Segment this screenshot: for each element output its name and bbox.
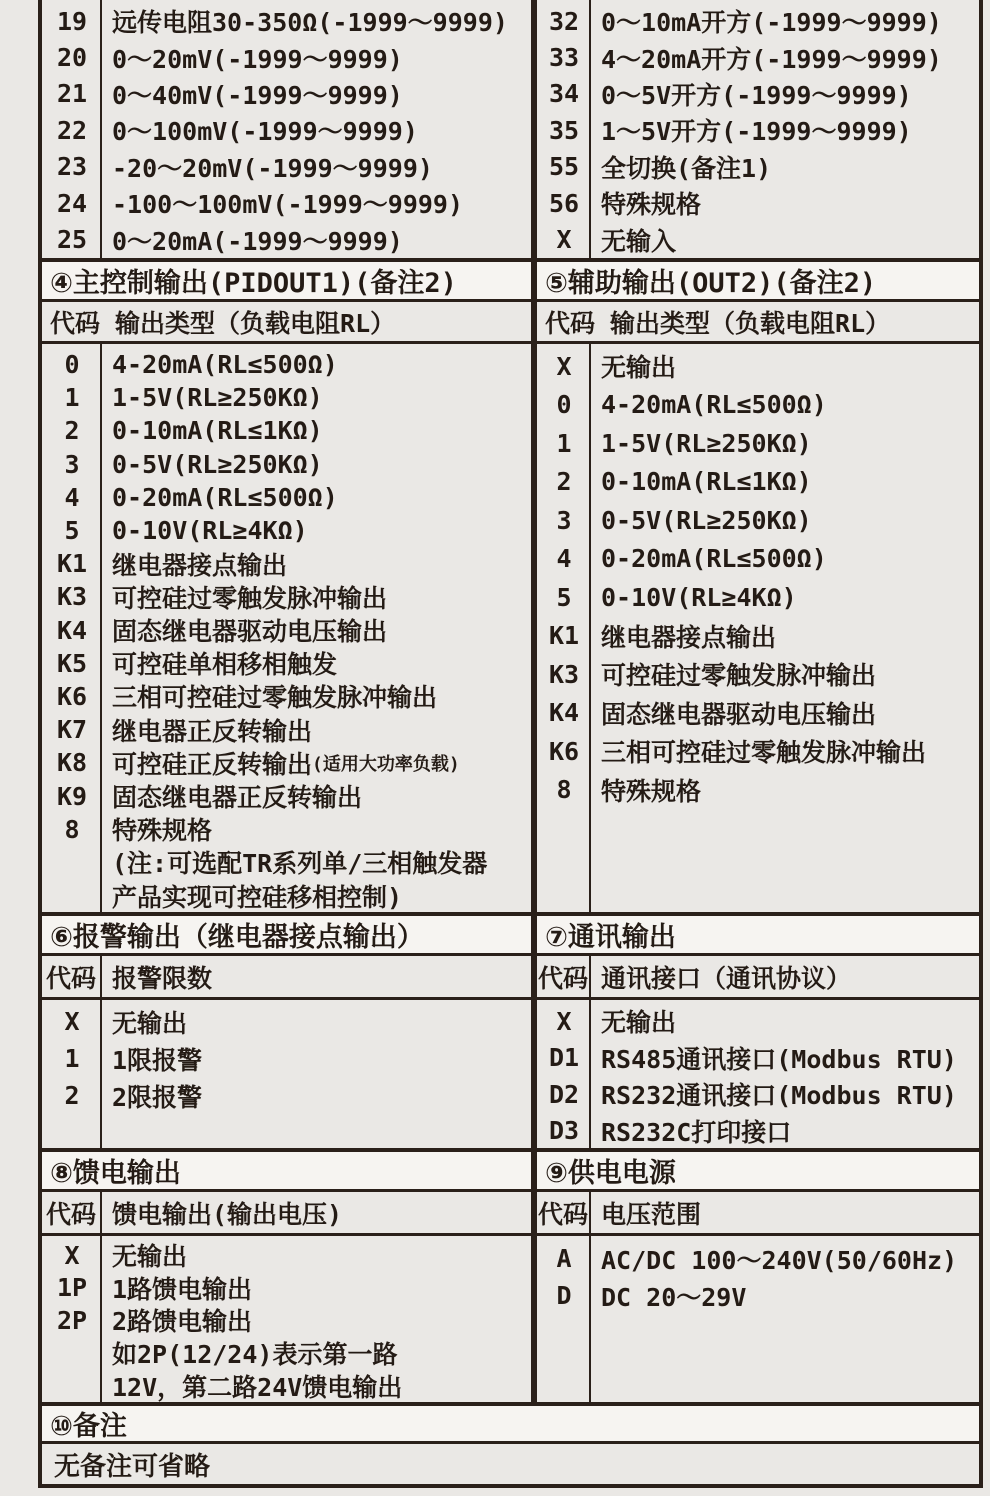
table-row [42,746,531,779]
desc-cell: RS232C打印接口 [601,1117,792,1147]
code-cell: 3 [64,449,80,479]
desc-cell: 0～20mA(-1999～9999) [112,226,403,256]
section-6-7-body [38,1000,983,1148]
table-row [537,540,979,579]
table-row [42,448,531,481]
desc-cell: 4-20mA(RL≤500Ω) [601,390,827,420]
table-row [42,221,531,257]
code-cell: D3 [548,1116,580,1146]
code-header-cell: 代码 [42,1192,102,1233]
table-row [42,112,531,148]
desc-cell: 2限报警 [112,1082,203,1112]
code-cell: 4 [64,482,80,512]
section-9-title: ⑨供电电源 [537,1148,983,1192]
desc-cell: 继电器接点输出 [112,550,288,580]
desc-cell: 产品实现可控硅移相控制) [112,882,403,912]
table-row [42,879,531,912]
code-cell: 2 [64,1081,80,1110]
column-divider [589,344,591,912]
desc-cell: 4-20mA(RL≤500Ω) [112,350,338,380]
desc-small-cell: (适用大功率负载) [312,753,460,775]
desc-cell: 特殊规格 [601,776,702,806]
table-row [537,1277,979,1314]
code-cell: K6 [56,681,88,711]
section-5-rows [537,344,979,912]
code-cell: 55 [548,152,580,182]
table-row [537,347,979,386]
column-divider [100,0,102,258]
desc-header-cell: 馈电输出(输出电压) [112,1199,343,1229]
desc-cell: 特殊规格 [112,816,213,846]
code-cell: K1 [548,621,580,651]
desc-cell: 固态继电器驱动电压输出 [601,699,877,729]
section-9-subtitle [537,1192,983,1236]
ordering-code-table [38,0,983,1488]
code-cell: 2P [56,1305,88,1335]
column-divider [589,1236,591,1402]
code-cell: D1 [548,1043,580,1073]
code-cell: A [556,1244,572,1273]
table-row [537,617,979,656]
desc-cell: 0-5V(RL≥250KΩ) [601,505,812,535]
section-8-rows [42,1236,531,1402]
section-4-5-body [38,344,983,912]
table-row [537,463,979,502]
table-row [42,76,531,112]
code-cell: 32 [548,6,580,36]
table-row [537,732,979,771]
desc-cell: 全切换(备注1) [601,153,772,183]
table-row [42,779,531,812]
section-8-subtitle [38,1192,537,1236]
section-6-rows-column [38,1000,537,1148]
code-cell: 21 [56,79,88,109]
table-row [42,813,531,846]
table-row [42,846,531,879]
table-row [537,221,979,257]
table-row [42,713,531,746]
code-cell: K4 [56,615,88,645]
table-row [42,647,531,680]
table-row [537,39,979,75]
desc-cell: 无输入 [601,226,677,256]
table-row [42,481,531,514]
desc-cell: 0-5V(RL≥250KΩ) [112,449,323,479]
table-row [42,381,531,414]
code-cell: 3 [556,505,572,535]
code-cell: K5 [56,648,88,678]
section-7-rows-column [537,1000,983,1148]
table-row [42,149,531,185]
table-row [42,580,531,613]
desc-cell: 1～5V开方(-1999～9999) [601,117,912,147]
desc-cell: 无输出 [112,1008,188,1038]
desc-cell: 0～40mV(-1999～9999) [112,80,403,110]
desc-cell: 1-5V(RL≥250KΩ) [601,428,812,458]
desc-cell: 2路馈电输出 [112,1307,253,1337]
code-cell: X [556,225,572,255]
code-header-cell: 代码 [42,956,102,997]
desc-cell: 特殊规格 [601,190,702,220]
desc-cell: 可控硅正反转输出 [112,749,313,779]
table-row [42,348,531,381]
table-row [537,149,979,185]
desc-cell: 0～20mV(-1999～9999) [112,44,403,74]
code-cell: 0 [64,350,80,380]
input-type-section [38,0,983,258]
desc-cell: 0-10V(RL≥4KΩ) [601,582,797,612]
desc-cell: 可控硅过零触发脉冲输出 [601,661,877,691]
section-4-title: ④主控制输出(PIDOUT1)(备注2) [38,258,537,302]
table-row [42,547,531,580]
table-row [537,112,979,148]
code-cell: 25 [56,225,88,255]
desc-cell: 0-10mA(RL≤1KΩ) [601,467,812,497]
table-row [537,1003,979,1040]
code-cell: 1 [64,383,80,413]
section-7-rows [537,1000,979,1148]
code-cell: 56 [548,188,580,218]
section-10-body [38,1444,983,1488]
desc-cell: 如2P(12/24)表示第一路 [112,1340,398,1370]
section-6-rows [42,1000,531,1148]
code-cell: X [64,1007,80,1036]
table-row [42,1272,531,1305]
desc-cell: 0～100mV(-1999～9999) [112,117,418,147]
code-cell: 22 [56,115,88,145]
code-header-cell: 代码 [537,1192,591,1233]
code-cell: 8 [64,814,80,844]
section-4-rows-column [38,344,537,912]
table-row [537,1040,979,1077]
section-5-subtitle: 代码 输出类型（负载电阻RL） [537,302,983,344]
desc-cell: 继电器接点输出 [601,622,777,652]
code-cell: K9 [56,781,88,811]
desc-cell: 0-10mA(RL≤1KΩ) [112,416,323,446]
code-header-cell: 代码 [537,956,591,997]
code-cell: 5 [64,516,80,546]
table-row [537,1240,979,1277]
code-cell: X [556,351,572,381]
section-8-title: ⑧馈电输出 [38,1148,537,1192]
table-row [42,1003,531,1040]
desc-cell: 可控硅过零触发脉冲输出 [112,583,388,613]
code-cell: 5 [556,582,572,612]
section-8-9-subheader [38,1192,983,1236]
input-type-left-rows [42,0,531,258]
section-10-header [38,1402,983,1444]
input-type-right-column [537,0,983,258]
code-cell: X [556,1006,572,1036]
table-row [42,680,531,713]
code-cell: 35 [548,115,580,145]
section-10-title: ⑩备注 [38,1402,983,1444]
desc-cell: 三相可控硅过零触发脉冲输出 [112,683,438,713]
table-row [537,386,979,425]
section-4-rows [42,344,531,912]
desc-cell: 0-20mA(RL≤500Ω) [112,482,338,512]
desc-cell: 无输出 [601,1008,677,1038]
code-cell: 33 [548,43,580,73]
section-6-7-header [38,912,983,956]
table-row [42,1369,531,1402]
desc-cell: 无输出 [601,353,677,383]
table-row [42,1337,531,1370]
column-divider [589,1000,591,1148]
table-row [42,1077,531,1114]
code-cell: D2 [548,1079,580,1109]
desc-cell: 可控硅单相移相触发 [112,650,338,680]
column-divider [100,344,102,912]
desc-header-cell: 报警限数 [112,963,213,993]
column-divider [100,1000,102,1148]
input-type-right-rows [537,0,979,258]
code-cell: K7 [56,715,88,745]
table-row [537,501,979,540]
table-row [42,1040,531,1077]
table-row [42,185,531,221]
table-row [42,39,531,75]
input-type-left-column [38,0,537,258]
code-cell: 2 [64,416,80,446]
table-row [42,614,531,647]
code-cell: 1P [56,1273,88,1303]
column-divider [100,1236,102,1402]
table-row [42,3,531,39]
code-cell: D [556,1281,572,1310]
desc-cell: 12V，第二路24V馈电输出 [112,1372,403,1402]
code-cell: 4 [556,544,572,574]
code-cell: K4 [548,698,580,728]
desc-cell: 4～20mA开方(-1999～9999) [601,44,942,74]
section-6-subtitle [38,956,537,1000]
section-8-9-header [38,1148,983,1192]
desc-cell: 0-10V(RL≥4KΩ) [112,516,308,546]
table-row [537,694,979,733]
table-row [537,3,979,39]
code-cell: 23 [56,152,88,182]
desc-cell: 1路馈电输出 [112,1274,253,1304]
section-6-title: ⑥报警输出（继电器接点输出） [38,912,537,956]
desc-cell: DC 20～29V [601,1282,747,1312]
desc-cell: 固态继电器驱动电压输出 [112,617,388,647]
section-4-5-header [38,258,983,302]
table-row [537,771,979,810]
section-9-rows-column [537,1236,983,1402]
desc-cell: 0～5V开方(-1999～9999) [601,80,912,110]
code-cell: 8 [556,775,572,805]
code-cell: K3 [56,582,88,612]
desc-cell: 0-20mA(RL≤500Ω) [601,544,827,574]
code-cell: 1 [556,428,572,458]
section-7-title: ⑦通讯输出 [537,912,983,956]
section-10-note: 无备注可省略 [38,1444,983,1488]
column-divider [589,0,591,258]
section-6-7-subheader [38,956,983,1000]
table-row [537,1113,979,1149]
desc-header-cell: 通讯接口（通讯协议） [601,963,852,993]
section-8-9-body [38,1236,983,1402]
table-row [42,414,531,447]
section-9-rows [537,1236,979,1402]
section-4-subtitle: 代码 输出类型（负载电阻RL） [38,302,537,344]
code-cell: 19 [56,6,88,36]
code-cell: 34 [548,79,580,109]
desc-cell: -20～20mV(-1999～9999) [112,153,433,183]
desc-cell: RS232通讯接口(Modbus RTU) [601,1081,957,1111]
code-cell: 1 [64,1044,80,1073]
section-7-subtitle [537,956,983,1000]
desc-cell: 远传电阻30-350Ω(-1999～9999) [112,8,508,38]
desc-header-cell: 电压范围 [601,1199,702,1229]
table-row [42,1239,531,1272]
desc-cell: (注:可选配TR系列单/三相触发器 [112,849,488,879]
desc-cell: 0～10mA开方(-1999～9999) [601,8,942,38]
desc-cell: 1限报警 [112,1045,203,1075]
desc-cell: 继电器正反转输出 [112,716,313,746]
code-cell: 20 [56,43,88,73]
code-cell: 2 [556,467,572,497]
table-row [537,424,979,463]
desc-cell: 1-5V(RL≥250KΩ) [112,383,323,413]
table-row [537,185,979,221]
desc-cell: 固态继电器正反转输出 [112,783,363,813]
code-cell: 0 [556,390,572,420]
desc-cell: 三相可控硅过零触发脉冲输出 [601,738,927,768]
code-cell: K6 [548,736,580,766]
table-row [537,578,979,617]
section-5-rows-column [537,344,983,912]
desc-cell: RS485通讯接口(Modbus RTU) [601,1044,957,1074]
code-cell: 24 [56,188,88,218]
table-row [537,1076,979,1113]
table-row [42,514,531,547]
section-5-title: ⑤辅助输出(OUT2)(备注2) [537,258,983,302]
section-4-5-subheader [38,302,983,344]
table-row [537,655,979,694]
code-cell: K3 [548,659,580,689]
table-row [42,1304,531,1337]
section-8-rows-column [38,1236,537,1402]
code-cell: X [64,1240,80,1270]
desc-cell: AC/DC 100～240V(50/60Hz) [601,1245,958,1275]
code-cell: K8 [56,748,88,778]
code-cell: K1 [56,549,88,579]
desc-cell: -100～100mV(-1999～9999) [112,190,464,220]
desc-cell: 无输出 [112,1242,188,1272]
table-row [537,76,979,112]
